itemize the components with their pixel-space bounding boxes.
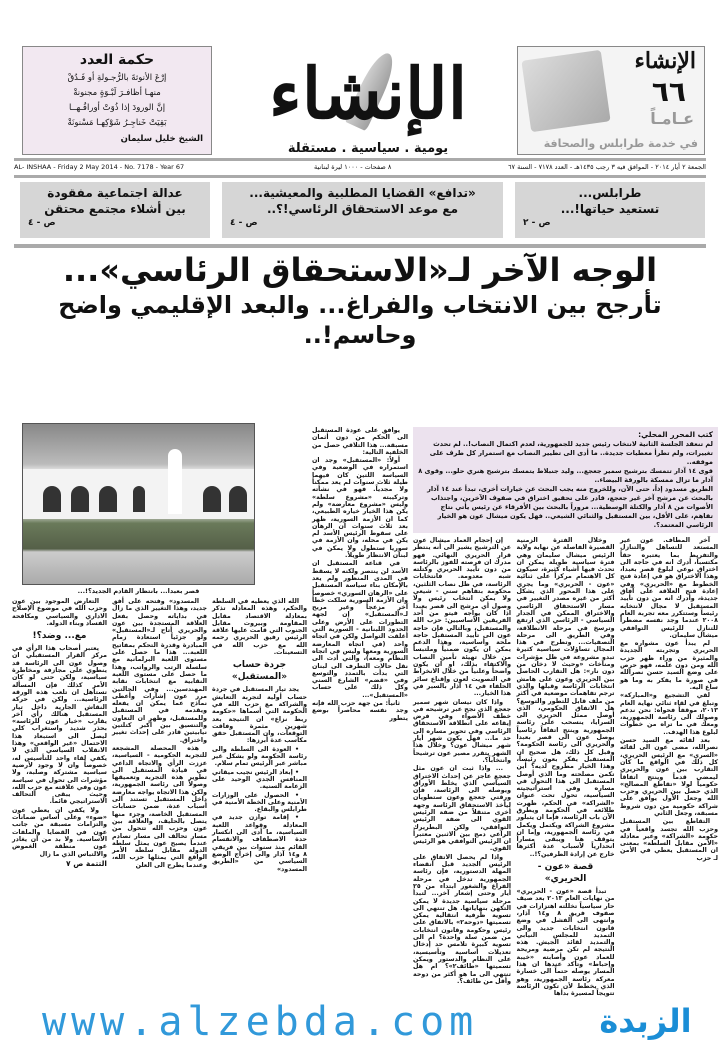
paragraph: لم يبدأ عون مشواره مع الحريري وتجربته الجديدة والمثيرة من وراء ظهر حزب الله ومن دون علمه، فهو حرص على وضع السيد حسن نصرالله في صورة ما يفكر به وما هو ساع اليه.	[620, 640, 718, 691]
right-columns	[413, 537, 718, 999]
article-column	[620, 537, 718, 999]
teaser-line: مع موعد الاستحقاق الرئاسي!؟..	[266, 202, 459, 216]
article-column	[212, 598, 307, 874]
paragraph: يوافق على عودة المستقبل الى الحكم من دون أثمان مسبقة... هذا التلاقي حصل من الخلفية التالية:	[312, 427, 408, 456]
alzebda-logo: الزبدة	[599, 1002, 692, 1040]
newspaper-image	[521, 50, 610, 132]
paragraph: آخر المطاف. عون غير المستعد للتساهل والتنازل والتفريط بما يعتبره حقاً مكتسباً، أدرك انه في حاجة الى اختراق نوعي لبلوغ قصر بعبدا، وهذا الاختراق هو في إعادة فتح الخطوط مع «الحريري» وفي إعادة فتح العلاقة على آفاق جديدة، وأدرك انه من دون تأييد المستقبل لا مجال لانتخابه رئيساً وستتكرر معه تجربة العام ٢٠٠٨ عندما وجد نفسه مضطراً للتنازل للرئيس التوافقي ميشال سليمان.	[620, 537, 718, 639]
article-column	[517, 537, 615, 999]
paragraph: • العودة الى السلطة والى رئاسة الحكومة ولو بشكل غير مباشر عبر الرئيس تمام سلام.	[212, 745, 307, 768]
right-article-area	[413, 427, 718, 999]
teaser-page: ص - ٤	[28, 218, 56, 228]
teaser-line: عدالة اجتماعية مفقودة	[47, 186, 183, 200]
wisdom-verse: إرْعَ الأنوثةَ بالرُّجـولةِ أو فَـدُقْ	[67, 73, 167, 83]
wisdom-verse: بَقِيَتْ خَناجِـرُ شَوْكِهـا مَسْنونَةْ	[67, 118, 167, 128]
subheading: جردة حساب «المستقبل»	[231, 660, 288, 683]
paragraph: في قناعة المستقبل ان الأسد لن ينتصر ولكنه لا يسقط في المدى المنظور ولم يعد بالإمكان بناء سياسة المستقبل على «الرهان السوري» خصوصاً وان الأزمة السورية سلكت خطاً آخر مزعجاً وغير مريح لـ«المستقبل» إن لجهة التطورات على الأرض وعلى الحدود اللبنانية - السورية التي أغلقت التواصل ولكن في اتجاه واحد (في اتجاه المعارضة السورية ومعها وليس في اتجاه النظام ومعه)، والتي أدت الى نقل حالات التطرف الى لبنان التي بدأت بالتمدد والتوسع وفي «قضم» الشارع السني وكل ذلك على حساب «المستقبل»...	[312, 560, 408, 699]
paragraph: أولاً: «المستقبل» وجد ان استمراره في الوضعية وفي السياسة اللتين كان فيهما طيلة ثلاث سنوات لم يعد ممكناً ولا مجدياً. فهو في نشأته وتركيبته «مشروع سلطة» وليس «مشروع معارضة» ولم يكن هذا الخيار خياره الطبيعي، كما ان الأزمة السورية، ظهر بعد ثلاث سنوات ان الرهان على سقوط الرئيس الأسد لم يكن في محله، وان الأزمة في سوريا ستطول ولا يمكن في لبنان الانتظار طويلاً.	[312, 457, 408, 560]
paragraph: لقي التشجيع و«المباركة» وتبلغ في لقاء ثنائي نهاية العام ٢٠١٣، موقفاً فحواه: نحن ندعم وصولك الى رئاسة الجمهورية، ومعك في ما تراه من خطوات لبلوغ هذا الهدف..	[620, 692, 718, 736]
headline-block	[14, 250, 706, 350]
intro-paragraph: قوى ١٤ آذار تتمسك بترشيح سمير جعجع... وليد جنبلاط يتمسك بترشيح هنري حلو... وقوى ٨ آذار ما تزال ممسكة بالورقة البيضاء..	[418, 467, 713, 484]
teaser-tripoli[interactable]	[515, 182, 705, 238]
teaser-line: تستعيد حياتها!...	[560, 202, 660, 216]
newspaper-logo: الإنشاء	[268, 52, 468, 135]
wisdom-verse: إنَّ الورودَ إذا ذُوَتْ أوراقُـهــا	[68, 103, 166, 113]
article-column	[12, 598, 107, 869]
subheading: قصة «عون - الحريري»	[537, 862, 594, 885]
paragraph: المسدود» وفتحه على أفق جديد، وهذا التغيير الذي ما زال في بداياته وحصل بفعل العلاقة المستجدة بين عون والحريري أتاح لـ«المستقبل» ولو جزئياً استعادة زمام المبادرة وقدرة التحكم بمفاتيح اللعبة... هذا ما حصل على مستوى اللعبة البرلمانية مع سلسلة الرتب والرواتب، وهذا ما حصل على مستوى اللعبة النقابية مع انتخابات نقابة المهندسين... وفي الحالتين مرر عون إشارات وأعطى نماذج عما يمكن ان يفعله ويقدمه في المستقبل وللمستقبل، وظهر ان التعاون والتنسيق بين أكبر كتلتين نيابيتين قادر على إحداث تغيير واختراق.	[112, 598, 207, 744]
intro-box	[413, 427, 718, 533]
intro-paragraph: لم تنعقد الجلسة الثانية لانتخاب رئيس جديد للجمهورية، لعدم اكتمال النصاب!.. لم تحدث تغييرات، ولم تطرأ معطيات جديدة.. ما أدى الى تطيير النصاب مع استمرار كل طرف على موقفه..	[429, 440, 713, 466]
paragraph: ولا يكفي ان يعطي عون «ضوء» وعلى أساس ضمانات والتزامات مسبقة من جانب عون في القضايا والملفات الأساسية. ولا بد من ان يغادر عون منطقة الغموض والالتباس الذي ما زال	[12, 806, 107, 858]
anniversary-number: ٦٦	[651, 75, 686, 108]
teaser-line: «تدافع» القضايا المطلبية والمعيشية...	[249, 186, 476, 200]
anniversary-logo: الإنشاء	[634, 48, 696, 74]
anniversary-box	[517, 46, 705, 155]
divider	[14, 244, 706, 248]
divider	[14, 175, 706, 178]
byline: كتب المحرر المحلي:	[638, 430, 713, 439]
paragraph: يعتبر أصحاب هذا الرأي في مركز القرار المستقبلي ان وصول عون الى الرئاسة قد ينطوي على مجازفة ومخاطرة سياسية، ولكن حتى لو كان الأمر كذلك فإن المسألة تستأهل ان تلعب هذه الورقة الرئاسية... ولكن في حركة النقاش الجارية داخل تيار المستقبل هنالك رأي آخر يقارب «خيار عون للرئاسة» بحذر شديد واستغراب كلي ليصل الى استبعاد هذا الاحتمال «غير الواقعي» وهذا الانقلاب السياسي الذي لا يكفي لقاء واحد للتأسيس له، خصوصاً وان لا وجود لأرضية سياسية مشتركة وصلبة، ولا مؤشرات الى تحول في سياسة عون وفي علاقته مع حزب الله، وحيث يبقى التحالف الاستراتيجي قائماً.	[12, 645, 107, 806]
paragraph: ثانياً: من جهة حزب الله فإنه وجد نفسه محاصراً بوضع يتطور	[312, 699, 408, 722]
teaser-demands[interactable]	[222, 182, 503, 238]
divider	[14, 158, 706, 161]
wisdom-box	[22, 46, 212, 155]
dateline-english: AL- INSHAA - Friday 2 May 2014 - No. 7178 - Year 67	[14, 163, 185, 171]
paragraph: تبدأ قصة «عون - الحريري» من نهايات العام ٢٠١٣ بعد صيف حار سياسياً تخللته اهتزازات في صفوف فريق ٨ و١٤ آذار، وانتهى الى الفشل في وضع قانون انتخابات جديد والى التمديد للمجلس النيابي والتمديد لقائد الجيش. هذه النتيجة لم تكن مرضية ومريحة للعماد عون وأصابته «خيبة وإحباط» وتأكد عندها ان هذا المسار يوصله حتماً الى خسارة معركة رئاسة الجمهورية، وهو الذي يخطط لأن تكون الرئاسة تتويجاً لمسيرة بدأها	[516, 888, 615, 998]
intro-paragraph: الطريق مسدود إذاً، حتى الآن، وللخروج منه يجب البحث عن خيارات أخرى، تبدأ عند ١٤ آذار بالبحث عن مرشح آخر غير جعجع، قادر على تحقيق اختراق في صفوف الآخرين، واجتذاب الأصوات من ٨ آذار والكتلة الوسطية... مروراً بالبحث بين الأفرقاء عن رئيس يأتي نتاج تفاهم، على الأقل، بين المستقبل والثنائي الشيعي.. فهل يكون ميشال عون هو الخيار الرئاسي المعتمد؟.	[427, 485, 713, 529]
article-column	[413, 537, 511, 999]
teaser-justice[interactable]	[20, 182, 210, 238]
paragraph: بعد لقائه مع السيد حسن نصرالله، مضى عون الى لقائه «السري» مع الرئيس الحريري، كل ذلك في الواقع ما كان التقارب بين عون والحريري ليمضي قدماً وينتج اتفاقاً حكومياً لولا «تقاطع المصالح» الذي حصل بين الحريري وحزب الله وجعل الأول يوافق على شراكة حكومية من دون شروط مسبقة، وجعل الثاني	[620, 737, 718, 817]
paragraph: يجد تيار المستقبل في جردة حساب أولية لتجربة التعايش والشراكة مع حزب الله في الحكومة التي أسماها «حكومة ربط نزاع» ان النتيجة بعد شهرين مثمرة وفاقت التوقعات، وان المستقبل حقق مكاسب عدة أبرزها:	[212, 686, 307, 745]
paragraph: وخلال الفترة الزمنية القصيرة الفاصلة عن نهاية ولاية الرئيس ميشال سليمان وهي فترة سياسية طويلة يمكن ان تحدث فيها أشياء كثيرة، سيكون كل الاهتمام مركزاً على ثنائية «عون - الحريري» وما يجري على هذا المحور الذي يشكل أكثر من غيره مصدر التغيير في مسار الاستحقاق الرئاسي والاختراق الممكن في الجدار السياسي - الرئاسي الذي ارتفع وترسخ في مرحلة الانطلاقة، وفي الطريق الى مرحلة التصفيات... وتطرح في هذا المجال تساؤلات سياسية كثيرة تبدو مشروعة في ظل مؤشرات ومناخات «وحيث لا دخان من دون نار»: هل التقارب الحاصل بين الحريري وعون على هامش انتخابات الرئاسة وقبلها والذي ترجم تفاهمات موضعية في أكثر من ملف قابل للتطور والتوسع؟ هل الاتفاق الحكومي، الذي أوصل ممثل الحريري الى السرايا، ينسحب على رئاسة الجمهورية وينتج اتفاقاً رئاسياً يوصل عون الى قصر بعبدا والحريري الى رئاسة الحكومة؟ وقبل كل ذلك، هل صحيح ان المستقبل يفكر بعون رئيساً، وهذا الخيار مطروح لديه؟ أين تكمن مصلحته وما الذي أوصل المستقبل الى هذا التحول في مساره وفي استراتيجيته السياسية، تحول تحت عنوان «الشراكة» في الحكم، ظهرت طلائعه في الحكومة ويطرق الآن باب الرئاسة، فإما ان يتبلور مشروع الشراكة ويكتمل ويكمل في رئاسة الجمهورية، وإما ان يتوقف هنا ويبقى مساراً انحدارياً لأسباب عدة أكثرها خارج عن إرادة الطرفين؟!..	[516, 537, 615, 858]
subheading: مع... وضد؟!	[32, 631, 87, 642]
article-column	[312, 427, 408, 723]
watermark-url: www.alzebda.com	[42, 999, 479, 1045]
teaser-page: ص - ٤	[230, 218, 258, 228]
paragraph: التعارض الموجود بين عون وحزب الله في موضوع الإصلاح الاداري والسياسي ومكافحة الفساد وبناء الدولة.	[12, 598, 107, 627]
paragraph: الله الذي يعطيه في السلطة والحكم، وهذه المعادلة تذكر بمعادلة الاقتصاد مقابل المقاومة وبيروت مقابل الجنوب التي قامت عليها علاقة الرئيس رفيق الحريري رحمه الله مع حزب الله في التسعينات.	[212, 598, 307, 657]
paragraph: • إقامة توازن جديد في المعادلة وقواعد اللعبة السياسية، ما أدى الى انكسار حدة الاصطفاف والانقسام القائم منذ سنوات بين فريقي ٨ و١٤ آذار والى إخراج الوضع السياسي من «الطريق المسدود»	[212, 814, 308, 873]
paragraph: واذا لم يحصل الاتفاق على الرئيس الجديد قبل انقضاء المهلة الدستورية، فإن رئاسة الجمهورية تدخل في مرحلة الفراغ والشغور ابتداء من ٢٥ أيار وحتى إشعار آخر... لتبدأ مرحلة سياسية جديدة لا يمكن التكهن بنهاياتها. هل تنتهي الى تسوية ظرفية انتقالية يمكن تسميتها «دوحة٢» بالاتفاق على رئيس وحكومة وقانون انتخابات من ضمن سلة واحدة؟ ام الى تسوية كبيرة تلامس حد إدخال تعديلات أساسية وتأسيسية، على النظام والدستور ويمكن تسميتها «طائف٢»؟ ام هل تنتهي الى ما هو أكثر من دوحة وأقل من طائف؟.	[413, 853, 511, 985]
paragraph: هذه المحصلة المشجعة للتجربة الحكومية - السياسية، عززت الرأي والاتجاه الداعي في قيادة المستقبل الى تطوير هذه التجربة وتعميقها وصولاً الى رئاسة الجمهورية، ولكن هذا الاتجاه يواجه معارضة داخل المستقبل تستند الى أسباب عدة، ضمن حسابات المستقبل الخاصة، وجزء منها يتصل بالحليف، والعلاقة بين عون وحزب الله تتحول من مسار تحالف الى مسار تصادم عندما يصبح عون يمثل سلطة الدولة مقابل سلطة الأمر الواقع التي يمثلها حزب الله، وعندما يطرح الى العلن	[112, 744, 207, 869]
teaser-line: طرابلس...	[578, 186, 642, 200]
main-subheadline: تأرجح بين الانتخاب والفراغ... والبعد الإقليمي واضح وحاسم!..	[58, 291, 662, 349]
paragraph: التقاطع بين المستقبل وحزب الله تجسد واقعياً في حكومة «الشراكة» وعبر معادلة «الأمن مقابل السلطة» بمعنى ان المستقبل يعطي في الأمن لـ حزب	[620, 818, 718, 862]
main-headline: الوجه الآخر لـ«الاستحقاق الرئاسي»...	[62, 251, 658, 289]
anniversary-service: في خدمة طرابلس والصحافة	[543, 137, 698, 150]
teaser-line: بين أشلاء مجتمع محتقن	[44, 202, 186, 216]
continued-note[interactable]: التتمة ص ٧	[66, 858, 107, 868]
article-column	[112, 598, 207, 870]
wisdom-author: الشيخ خليل سليمان	[120, 134, 203, 144]
paragraph: واذا كان نيسان شهر سمير جعجع الذي نجح عبر ترشيحه في خطف الأضواء وفي فرض إيقاعه على انطلاقة الاستحقاق الرئاسي وفي تحوير مساره الى حد ما... فهل يكون شهر أيار شهر ميشال عون؟ وخلال هذا الشهر يتقرر مصير عون ترشيحاً وانتخاباً؟.	[413, 698, 511, 764]
tagline: يومية . سياسية . مستقلة	[287, 141, 449, 156]
paragraph: ... واذا ثبت ان عون مثل جعجع عاجز عن إحداث الاختراق السياسي الذي يخلط الأوراق ويوصله الى الرئاسة، فإن ورقتي جعجع وعون ستطويان ليأخذ الاستحقاق الرئاسة وجهة أخرى متنقلاً من ضفة الرئيس القوي الى ضفة الرئيس التوافقي، ولكن البطريرك الراعي دمج بين الاثنين معتبراً ان الرئيس التوافقي هو الرئيس القوي.	[413, 765, 511, 853]
wisdom-title: حكمة العدد	[79, 52, 155, 68]
dateline-price: ٨ صفحات - ١٠٠٠ ليرة لبنانية	[314, 163, 392, 171]
anniversary-years: عـامـاً	[650, 109, 694, 128]
wisdom-verse: منهـا أظافـرَ لَبْـوَةٍ مجنونةْ	[73, 88, 161, 98]
photo-caption: قصر بعبدا... بانتظار القادم الجديد؟!...	[77, 587, 200, 595]
paragraph: • الحصول على الوزارات الأمنية وعلى الخطة الأمنية في طرابلس والبقاع.	[212, 791, 307, 814]
paragraph: • إبعاد الرئيس نجيب ميقاتي المنافس الجدي الوحيد على الزعامة السنية.	[212, 768, 307, 791]
dateline	[14, 163, 706, 173]
baabda-palace-photo	[22, 423, 255, 585]
dateline-arabic: الجمعة ٢ أيار ٢٠١٤ - الموافق فيه ٣ رجب ١٤٣٥هـ - العدد ٧١٧٨ - السنة ٦٧	[508, 163, 706, 171]
teaser-page: ص - ٢	[523, 218, 551, 228]
paragraph: إن إحجام العماد ميشال عون عن الترشيح يشير الى أنه ينتظر قرار الحريري النهائي. فهو مدرك ان فرصته للفوز بالرئاسة من دون تأييد الحريري وكتلته شبه معدومة. فانتخابات الرئاسة، في ظل نصاب الثلثين، محكومة بتفاهم سني - شيعي ولا يمكن انتخاب رئيس ولا وصول أي مرشح الى قصر بعبدا اذا كان يواجه فيتو من أحد الفريقين الأساسيين: حزب الله والمستقبل، وبالتالي فإن حاجة عون الى تأييد المستقبل حاجة ملحة وأساسية، وهذا الدعم يمكن ان يكون ضمنياً وملتبساً من خلال تهيئة تأمين النصاب والاكتفاء بذلك، او ان يكون واضحاً وعلنياً من خلال الانخراط في التصويت لعون وإقناع سائر الحلفاء في ١٤ آذار بالسير في هذا الخيار...	[413, 537, 511, 698]
